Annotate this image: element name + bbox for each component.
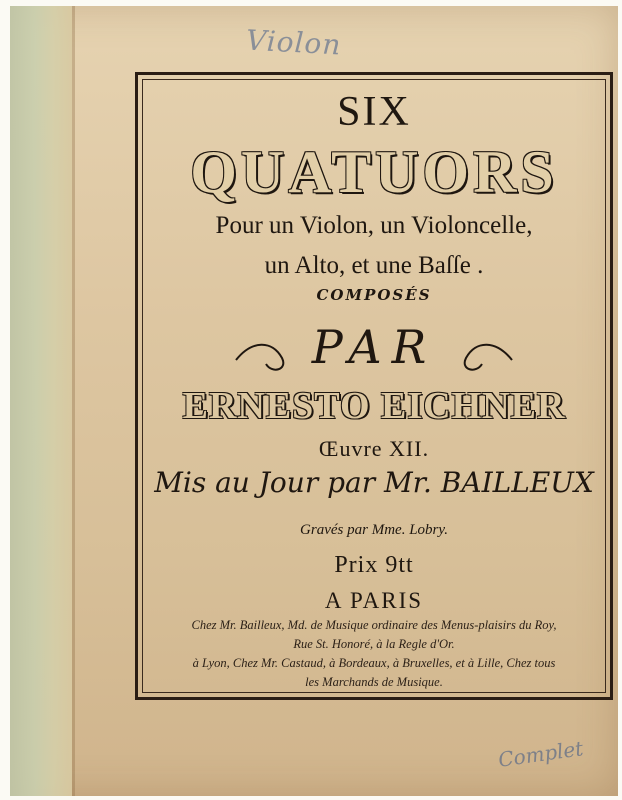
publisher-line: Mis au Jour par Mr. BAILLEUX [154,466,594,499]
title-six: SIX [337,89,411,135]
pencil-note-complet: Complet [496,736,585,772]
spine-edge [72,6,75,796]
par-label: PAR [311,320,437,374]
composes-label: COMPOSÉS [316,286,432,304]
binding-spine [10,6,72,796]
opus-number: Œuvre XII. [318,436,430,461]
engraver-line: Gravés par Mme. Lobry. [300,522,448,538]
composer-name: ERNESTO EICHNER [182,385,566,427]
address-line-4: les Marchands de Musique. [305,675,443,689]
pencil-note-violon: Violon [245,23,343,62]
address-line-1: Chez Mr. Bailleux, Md. de Musique ordinaire des Menus-plaisirs du Roy, [191,618,557,632]
city-line: A PARIS [324,588,424,613]
instrumentation-line-2: un Alto, et une Baſſe . [264,252,484,279]
title-quatuors: QUATUORS [190,139,558,205]
instrumentation-line-1: Pour un Violon, un Violoncelle, [215,212,533,239]
address-line-2: Rue St. Honoré, à la Regle d'Or. [293,637,455,651]
address-line-3: à Lyon, Chez Mr. Castaud, à Bordeaux, à Bruxelles, et à Lille, Chez tous [192,656,556,670]
price-line: Prix 9tt [334,552,414,578]
